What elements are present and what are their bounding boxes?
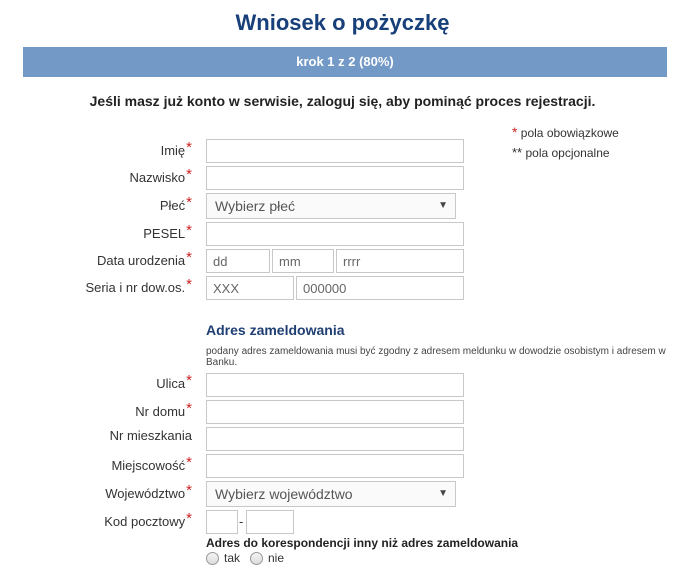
last-name-label xyxy=(129,166,192,186)
city-label-text: Miejscowość xyxy=(111,458,186,473)
required-asterisk: * xyxy=(186,139,192,156)
pesel-label-text: PESEL xyxy=(143,226,186,241)
postal-code-dash: - xyxy=(239,514,244,529)
street-input[interactable] xyxy=(206,373,464,397)
province-label-text: Województwo xyxy=(105,486,186,501)
id-document-label xyxy=(85,276,192,296)
page-title: Wniosek o pożyczkę xyxy=(235,10,450,35)
required-asterisk: * xyxy=(186,194,192,211)
gender-select[interactable] xyxy=(206,193,456,219)
city-label xyxy=(111,454,192,474)
optional-marker: ** xyxy=(512,145,523,160)
birth-year-input[interactable] xyxy=(336,249,464,273)
required-legend-text: pola obowiązkowe xyxy=(520,126,619,140)
pesel-input[interactable] xyxy=(206,222,464,246)
required-asterisk: * xyxy=(186,249,192,266)
postal-code-suffix-input[interactable] xyxy=(246,510,294,534)
province-label xyxy=(105,482,192,502)
address-note: podany adres zameldowania musi być zgodny z adresem meldunku w dowodzie osobistym i adresem w Banku. xyxy=(206,346,666,368)
required-asterisk: * xyxy=(186,222,192,239)
required-asterisk: * xyxy=(186,510,192,527)
required-asterisk: * xyxy=(186,372,192,389)
last-name-label-text: Nazwisko xyxy=(129,170,186,185)
birth-date-label-text: Data urodzenia xyxy=(96,253,186,268)
street-label xyxy=(156,372,192,392)
house-number-label xyxy=(135,400,192,420)
required-asterisk: * xyxy=(186,400,192,417)
gender-select-value: Wybierz płeć xyxy=(215,198,296,214)
postal-code-label xyxy=(104,510,192,530)
birth-month-input[interactable] xyxy=(272,249,334,273)
address-section-title: Adres zameldowania xyxy=(206,322,345,338)
correspondence-question: Adres do korespondencji inny niż adres zameldowania xyxy=(206,536,519,550)
birth-day-input[interactable] xyxy=(206,249,270,273)
house-number-input[interactable] xyxy=(206,400,464,424)
radio-no[interactable] xyxy=(250,552,263,565)
postal-code-label-text: Kod pocztowy xyxy=(104,514,186,529)
progress-bar: krok 1 z 2 (80%) xyxy=(23,47,667,77)
chevron-down-icon: ▼ xyxy=(438,488,448,499)
id-series-input[interactable] xyxy=(206,276,294,300)
optional-legend-text: pola opcjonalne xyxy=(525,146,610,160)
required-asterisk: * xyxy=(186,166,192,183)
required-asterisk: * xyxy=(186,276,192,293)
radio-no-label: nie xyxy=(268,551,285,565)
city-input[interactable] xyxy=(206,454,464,478)
first-name-label xyxy=(160,139,192,159)
radio-yes[interactable] xyxy=(206,552,219,565)
house-number-label-text: Nr domu xyxy=(135,404,186,419)
login-hint: Jeśli masz już konto w serwisie, zaloguj się, aby pominąć proces rejestracji. xyxy=(89,93,596,109)
id-number-input[interactable] xyxy=(296,276,464,300)
pesel-label xyxy=(143,222,192,242)
apartment-number-label-text: Nr mieszkania xyxy=(109,428,192,443)
required-asterisk: * xyxy=(186,454,192,471)
first-name-input[interactable] xyxy=(206,139,464,163)
radio-yes-label: tak xyxy=(224,551,241,565)
required-asterisk: * xyxy=(186,482,192,499)
id-document-label-text: Seria i nr dow.os. xyxy=(85,280,186,295)
apartment-number-input[interactable] xyxy=(206,427,464,451)
required-marker: * xyxy=(512,124,518,140)
birth-date-label xyxy=(96,249,192,269)
gender-label-text: Płeć xyxy=(159,198,186,213)
correspondence-no-option[interactable] xyxy=(250,551,284,565)
province-select[interactable] xyxy=(206,481,456,507)
postal-code-prefix-input[interactable] xyxy=(206,510,238,534)
street-label-text: Ulica xyxy=(156,376,186,391)
province-select-value: Wybierz województwo xyxy=(215,486,353,502)
gender-label xyxy=(159,194,192,214)
correspondence-yes-option[interactable] xyxy=(206,551,240,565)
apartment-number-label xyxy=(110,428,192,444)
first-name-label-text: Imię xyxy=(160,143,186,158)
required-legend xyxy=(512,124,619,140)
optional-legend xyxy=(512,145,610,160)
last-name-input[interactable] xyxy=(206,166,464,190)
chevron-down-icon: ▼ xyxy=(438,200,448,211)
